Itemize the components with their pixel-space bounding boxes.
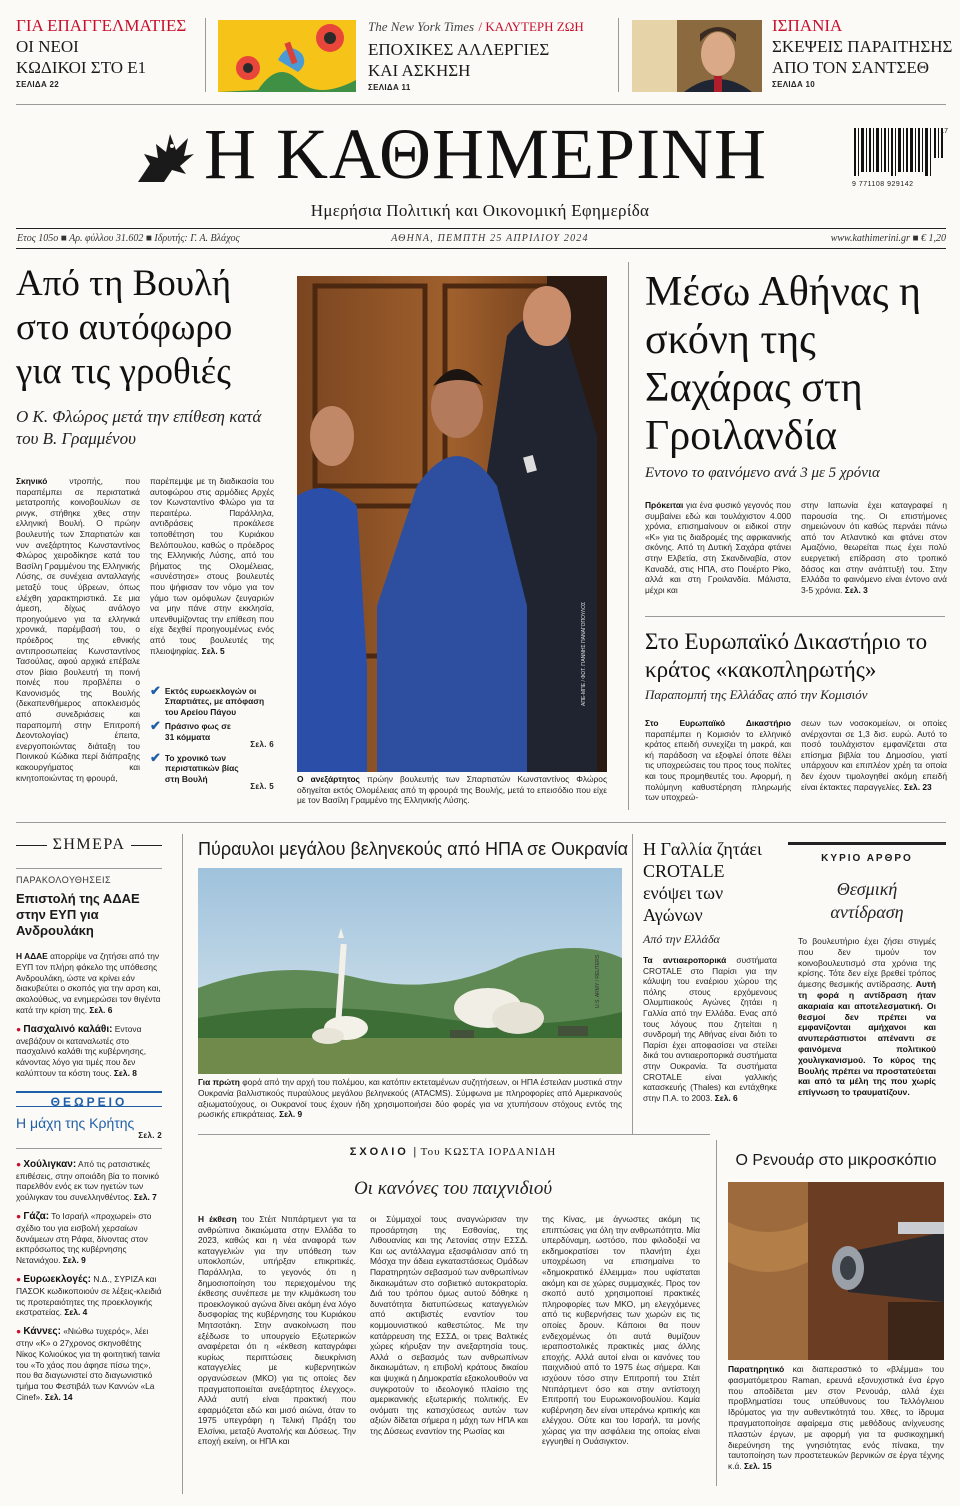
lead-photo bbox=[297, 276, 607, 772]
bullet-item[interactable]: ✔ Πράσινο φως σε 31 κόμματα bbox=[150, 718, 231, 742]
barcode-number: 9 771108 929142 bbox=[852, 181, 914, 188]
masthead-logo bbox=[130, 124, 200, 186]
bullet-dot-icon: ● bbox=[16, 1326, 22, 1337]
teaser-page: ΣΕΛΙΔΑ 22 bbox=[16, 80, 60, 89]
teaser-photo-sanchez bbox=[632, 20, 762, 92]
lead-deck: Ο Κ. Φλώρος μετά την επίθεση κατά του Β. Γραμμένου bbox=[16, 407, 262, 448]
microscope-photo bbox=[728, 1182, 944, 1360]
checkmark-icon: ✔ bbox=[150, 750, 161, 766]
editorial-box[interactable] bbox=[788, 842, 946, 1122]
editorial-headline: Θεσμική αντίδραση bbox=[830, 879, 904, 922]
comment-label: ΣΧΟΛΙΟ bbox=[349, 1146, 409, 1158]
barcode bbox=[852, 128, 948, 190]
teaser-professionals[interactable] bbox=[16, 16, 196, 94]
comment-kicker: ΣΧΟΛΙΟ | Του ΚΩΣΤΑ ΙΟΡΔΑΝΙΔΗ bbox=[349, 1146, 557, 1158]
bullet-item[interactable]: ✔ Το χρονικό των περιστατικών βίας στη Βουλή bbox=[150, 750, 239, 784]
teaser-illustration bbox=[218, 20, 356, 92]
sidebar-item-hooligans[interactable]: ● Χούλιγκαν: Από τις ρατσιστικές επιθέσεις, στην οποιάδη βία το ποινικό παρελθόν ενός εκ των ηγετών των χούλιγκαν του συνελληνθέντος. Σελ. 7 bbox=[16, 1158, 160, 1203]
issue-meta: Ετος 105ο ■ Αρ. φύλλου 31.602 ■ Ιδρυτής: Γ. Α. Βλάχος bbox=[17, 233, 240, 244]
watch-body: Η ΑΔΑΕ απορρίψε να ζητήσει από την ΕΥΠ τον πλήρη φάκελο της υπόθεσης Ανδρουλάκη, ώστε να κρίνει εάν διακυβεύτει ο σκοπός για την αρση και, ακολούθως, να ενημερώσει τον θιγέντα κατά την κρίση της. Σελ. 6 bbox=[16, 951, 161, 1015]
checkmark-icon: ✔ bbox=[150, 718, 161, 734]
lead-bullets: ✔ Εκτός ευρωεκλογών οι Σπαρτιάτες, με απόφαση του Αρείου Πάγου ✔ Πράσινο φως σε 31 κόμματα Σελ. 6 ✔ Το χρονικό των περιστατικών βίας στη Βουλή Σελ. 5 bbox=[150, 683, 274, 792]
bullet-dot-icon: ● bbox=[16, 1210, 22, 1221]
crotale-headline: Η Γαλλία ζητάει CROTALE ενόψει των Αγώνων bbox=[643, 839, 762, 925]
teaser-kicker: ΙΣΠΑΝΙΑ bbox=[772, 16, 843, 35]
court-article[interactable] bbox=[645, 628, 945, 712]
photo-credit: U.S. ARMY / REUTERS bbox=[594, 954, 601, 1008]
teaser-spain[interactable] bbox=[772, 16, 952, 94]
missiles-headline[interactable]: Πύραυλοι μεγάλου βεληνεκούς από ΗΠΑ σε Ουκρανία bbox=[198, 839, 629, 859]
issue-date: ΑΘΗΝΑ, ΠΕΜΠΤΗ 25 ΑΠΡΙΛΙΟΥ 2024 bbox=[391, 233, 589, 244]
photo-credit: ΑΠΕ-ΜΠΕ / ΦΩΤ. ΓΙΑΝΝΗΣ ΠΑΝΑΓΟΠΟΥΛΟΣ bbox=[580, 601, 587, 706]
lead-photo-caption: Ο ανεξάρτητος πρώην βουλευτής των Σπαρτιατών Κωνσταντίνος Φλώρος οδηγείται εκτός Ολομέλειας από τη φρουρά της Βουλής, μετά το επεισόδιο που είχε με τον Βασίλη Γραμμένο της Ελληνικής Λύσης. bbox=[297, 774, 607, 806]
allergies-illustration bbox=[218, 20, 356, 92]
theorio-label: ΘΕΩΡΕΙΟ bbox=[50, 1094, 128, 1109]
lead-column-2: παρέπεμψε με τη διαδικασία του αυτοφώρου στις αρμόδιες Αρχές τον Κωνσταντίνο Φλώρο για τα περαιτέρω. Παράλληλα, αντιδράσεις προκάλεσε τοποθέτηση του Κυριάκου Βελόπουλου, καθώς ο πρόεδρος της Ελληνικής Λύσης, από του βήματος της Ολομέλειας, «συνέστησε» στους βουλευτές που ψήφισαν τον νόμο για τον γάμο των ομόφυλων ζευγαριών να μην πάνε στην εκκλησία, υπενθυμίζοντας την επίθεση που είχε δεχθεί προηγουμένως ενός από τους βουλευτές της πλειοψηφίας. Σελ. 5 bbox=[150, 476, 274, 656]
watch-headline[interactable]: Επιστολή της ΑΔΑΕ στην ΕΥΠ για Ανδρουλάκη bbox=[16, 891, 140, 938]
masthead-subtitle: Ημερήσια Πολιτική και Οικονομική Εφημερίδα bbox=[310, 201, 650, 220]
phoenix-logo-icon bbox=[130, 124, 200, 186]
teaser-kicker: / ΚΑΛΥΤΕΡΗ ΖΩΗ bbox=[478, 19, 584, 34]
barcode-icon bbox=[852, 128, 948, 178]
crotale-deck: Από την Ελλάδα bbox=[643, 932, 720, 946]
theorio-headline[interactable]: Η μάχη της Κρήτης bbox=[16, 1114, 135, 1131]
sidebar-item-euro-elections[interactable]: ● Ευρωεκλογές: Ν.Δ., ΣΥΡΙΖΑ και ΠΑΣΟΚ κωδικοποιούν σε λέξεις-κλειδιά τις προτεραιότητες της προεκλογικής εκστρατείας. Σελ. 4 bbox=[16, 1273, 162, 1318]
missiles-photo bbox=[198, 868, 622, 1074]
crotale-body: Τα αντιαεροπορικά συστήματα CROTALE στο Παρίσι για την κάλυψη του εναέριου χώρου της πόλης στους ερχόμενους Ολυμπιακούς Αγώνες ζητάει η Γαλλία από την Ελλάδα. Ενας από τους λόγους που ζητείται η συνδρομή της Αθήνας είναι διότι το Παρίσι έχει αποφασίσει να στείλει δικά του αντιαεροπορικά συστήματα στην Ουκρανία. Τα συστήματα CROTALE είναι γαλλικής κατασκευής (Thales) και εντάχθηκε στην Π.Α. το 2003. Σελ. 6 bbox=[643, 955, 777, 1103]
teaser-title: ΣΚΕΨΕΙΣ ΠΑΡΑΙΤΗΣΗΣ bbox=[772, 37, 953, 56]
missile-launch-photo bbox=[198, 868, 622, 1074]
parliament-photo bbox=[297, 276, 607, 772]
sidebar-title: ΣΗΜΕΡΑ bbox=[52, 836, 126, 853]
court-column-1: Στο Ευρωπαϊκό Δικαστήριο παραπέμπει η Κομισιόν το ελληνικό κράτος επειδή συνεχίζει τη μακρά, και κή παράδοση να εξοφλεί όποτε θέλει τις υποχρεώσεις του προς τους πολίτες και τους προμηθευτές του. Αφορμή, η πολύμηνη καθυστέρηση πληρωμής των υποχρεώ- bbox=[645, 718, 791, 803]
editorial-body: Το βουλευτήριο έχει ζήσει στιγμές που δεν τιμούν τον κοινοβουλευτισμό στα χρόνια της κρίσης. Τότε δεν είχε βρεθεί τρόπος άμεσης θεσμικής αντίδρασης. Αυτή τη φορά η αντίδραση ήταν ακαριαία και αποτελεσματική. Οι θεσμοί δεν πρέπει να εμφανίζονται αμήχανοι και ανυπεράσπιστοι απέναντι σε φαινόμενα πολιτικού χουλιγκανισμού. Το κύρος της Βουλής πρέπει να προστατεύεται και από τα μέλη της που χωρίς επίγνωση το τραυματίζουν. bbox=[798, 936, 936, 1098]
sidebar-today: ΣΗΜΕΡΑ ΠΑΡΑΚΟΛΟΥΘΗΣΕΙΣ Επιστολή της ΑΔΑΕ στην ΕΥΠ για Ανδρουλάκη Η ΑΔΑΕ απορρίψε να ζητήσει από την ΕΥΠ τον πλήρη φάκελο της υπόθεσης Ανδρουλάκη, ώστε να κρίνει εάν διακυβεύτει ο σκοπός για την αρση και, ακολούθως, να ενημερώσει τον θιγέντα κατά την κρίση της. Σελ. 6 ● Πασχαλινό καλάθι: Εντονα ανεβάζουν οι καταναλωτές στο πασχαλινό καλάθι της κυβέρνησης, κάνοντας λόγο για τιμές που δεν καλύπτουν τα κόστη τους. Σελ. 8 ΘΕΩΡΕΙΟ Η μάχη της Κρήτης Σελ. 2 ● Χούλιγκαν: Από τις ρατσιστικές επιθέσεις, στην οποιάδη βία το ποινικό παρελθόν ενός εκ των ηγετών των χούλιγκαν του συνελληνθέντος. Σελ. 7 ● Γάζα: Το Ισραήλ «προχωρεί» στο σχέδιο του για εισβολή χερσαίων δυνάμεων στη Ράφα, δίνοντας στον εκπρόσωπος της κυβέρνησης Νετανιάχου. Σελ. 9 ● Ευρωεκλογές: Ν.Δ., ΣΥΡΙΖΑ και ΠΑΣΟΚ κωδικοποιούν σε λέξεις-κλειδιά τις προτεραιότητες της προεκλογικής εκστρατείας. Σελ. 4 ● Κάννες: «Νιώθω τυχερός», λέει στην «Κ» ο 27χρονος σκηνοθέτης Νίκος Κολιούκος για τη φοιτητική ταινία του «Το χάος που άφησε πίσω της», που θα διαγωνιστεί στο διαγωνιστικό τμήμα του Φεστιβάλ των Καννών «La Cinef». Σελ. 14 bbox=[16, 836, 162, 1402]
teaser-title: ΚΩΔΙΚΟΙ ΣΤΟ Ε1 bbox=[16, 58, 147, 77]
lead-column-1: Σκηνικό ντροπής, που παραπέμπει σε περιστατικά μετατροπής κοινοβουλίων σε ρινγκ, στήθηκε χθες στην ελληνική Βουλή. Ο πρώην βουλευτής των Σπαρτιατών και νυν ανεξάρτητος Κωνσταντίνος Φλώρος χειροδίκησε κατά του Βασίλη Γραμμένου της Ελληνικής Λύσης, σε συνέχεια ανταλλαγής μεταξύ τους ύβρεων, όπως ελέχθη χαρακτηριστικά. Σε μια άμεση, δίχως ανάλογο προηγούμενο για τα ελληνικά χρονικά, παρέμβασή του, ο πρόεδρος της εθνικής αντιπροσωπείας Κωνσταντίνος Τασούλας, αφού αρχικά επέβαλε στον βίαιο βουλευτή τη ποινή ποινές που προβλέπει ο Κανονισμός της Βουλής (δεκαπενθήμερος αποκλεισμός από συνεδριάσεις και παραπομπή στην Επιτροπή Δεοντολογίας) έπειτα, ενεργοποιώντας διάταξη του Ποινικού Κώδικα περί διάπραξης κακουργήματος και κινητοποιώντας τη φρουρά, bbox=[16, 476, 140, 783]
court-column-2: σεων των νοσοκομείων, οι οποίες ανέρχονται σε 1,3 δισ. ευρώ. Αυτό το ποσό τουλάχιστον εμφανίζεται στα επίσημα βιβλία του Δημοσίου, γιατί υπάρχουν και επιπλέον χρέη τα οποία δεν έχουν τιμολογηθεί ακόμη επειδή είναι έκτακτες παραγγελίες. Σελ. 23 bbox=[801, 718, 947, 792]
sahara-column-2: στην Ιαπωνία έχει καταγραφεί η παρουσία της. Οι επιστήμονες σημειώνουν ότι καθώς περνάει πάνω από τον Ατλαντικό και φτάνει στον Αμαζόνιο, θεωρείται πως έχει πολύ ευεργετική επίδραση στο τροπικό δάσος και στην ανάπτυξή του. Στην Ελλάδα το φαινόμενο είναι έντονο ανά 3-5 χρόνια. Σελ. 3 bbox=[801, 500, 947, 595]
nyt-logo: The New York Times bbox=[368, 19, 475, 34]
renoir-caption: Παρατηρητικό και διαπεραστικό το «βλέμμα» του φασματόμετρου Raman, ερευνά εξονυχιστικά ένα έργο που αποδίδεται μεν στον Ρενουάρ, αλλά έχει προβληματίσει τους υπεύθυνους του Τελλόγλειου Ιδρύματος για την αυθεντικότητά του. Χθες, το ίδρυμα πραγματοποίησε αφαίρεμα στις μεθόδους ανίχνευσης πλαστών έργων, με αφορμή για τα φυσικοχημική διερεύνηση της γνησιότητας ενός πίνακα, την ταυτοποίηση των προστετευκών βερνικών σε έργα τέχνης κ.ά. Σελ. 15 bbox=[728, 1364, 944, 1472]
court-deck: Παραπομπή της Ελλάδας από την Κομισιόν bbox=[645, 687, 868, 702]
website-price: www.kathimerini.gr ■ € 1,20 bbox=[830, 233, 946, 244]
teaser-title: ΑΠΟ ΤΟΝ ΣΑΝΤΣΕΘ bbox=[772, 58, 930, 77]
comment-headline[interactable]: Οι κανόνες του παιχνιδιού bbox=[353, 1178, 553, 1199]
renoir-photo bbox=[728, 1182, 944, 1360]
sidebar-item-cannes[interactable]: ● Κάννες: «Νιώθω τυχερός», λέει στην «Κ» ο 27χρονος σκηνοθέτης Νίκος Κολιούκος για τη φοιτητική ταινία του «Το χάος που άφησε πίσω της», που θα διαγωνιστεί στο διαγωνιστικό τμήμα του Φεστιβάλ των Καννών «La Cinef». Σελ. 14 bbox=[16, 1326, 160, 1402]
comment-column-3: της Κίνας, με άγνωστες ακόμη τις επιπτώσεις για όλη την ανθρωπότητα. Μία υπερδύναμη, ωστόσο, που φιλοδοξεί να εκδημοκρατίσει τον πλανήτη έχει υποχρέωση να επισημαίνει το «δημοκρατικό έλλειμμα» που υφίσταται ακόμη και σε χώρες συμμαχικές. Προς τον σκοπό αυτό χρησιμοποιεί πρακτικές πληροφορίες των ΜΚΟ, μη ελεγχόμενες από τις κυβερνήσεις των χωρών εις τις οποίες δρουν. Κάποιοι θα πουν ενδεχομένως ότι αυτά θυμίζουν ιεραποστολικές πρακτικές μιας άλλης εποχής. Αλλά αυτοί είναι οι κανόνες του παιχνιδιού από το 1975 έως σήμερα. Και ισχύουν τόσο στην Επιτροπή του Στέιτ Ντιπάρτμεντ όσο και στην αντίστοιχη Επιτροπή του Ευρωκοινοβουλίου. Καμία κυβέρνηση δεν είναι υπεράνω κριτικής και ελέγχου. Ούτε και του Ισραήλ, τα μονής χώρας για την ασφάλεια της οποίας είναι εγγυηθεί η Ουάσιγκτον. bbox=[542, 1214, 700, 1447]
section-label: ΠΑΡΑΚΟΛΟΥΘΗΣΕΙΣ bbox=[16, 875, 112, 885]
sidebar-item-gaza[interactable]: ● Γάζα: Το Ισραήλ «προχωρεί» στο σχέδιο του για εισβολή χερσαίων δυνάμεων στη Ράφα, δίνοντας στον εκπρόσωπος της κυβέρνησης Νετανιάχου. Σελ. 9 bbox=[16, 1210, 152, 1266]
teaser-page: ΣΕΛΙΔΑ 11 bbox=[368, 83, 411, 92]
crotale-article[interactable] bbox=[643, 838, 781, 1103]
checkmark-icon: ✔ bbox=[150, 683, 161, 698]
sahara-deck: Εντονο το φαινόμενο ανά 3 με 5 χρόνια bbox=[645, 465, 880, 481]
bullet-dot-icon: ● bbox=[16, 1158, 22, 1169]
bullet-dot-icon: ● bbox=[16, 1023, 22, 1034]
missiles-caption: Για πρώτη φορά από την αρχή του πολέμου, και κατόπιν εκτεταμένων συζητήσεων, οι ΗΠΑ έστειλαν μυστικά στην Ουκρανία βαλλιστικούς πυραύλους μεγάλου βεληνεκούς (ATACMS). Σύμφωνα με πληροφορίες από Αμερικανούς αξιωματούχους, οι Ουκρανοί τους έχουν ήδη χρησιμοποιήσει δύο φορές για να χτυπήσουν στόχους εντός της ρωσικής επικράτειας. Σελ. 9 bbox=[198, 1077, 623, 1120]
teaser-title: ΟΙ ΝΕΟΙ bbox=[16, 37, 79, 56]
court-headline: Στο Ευρωπαϊκό Δικαστήριο το κράτος «κακοπληρωτής» bbox=[645, 629, 928, 682]
sidebar-item-easter-basket[interactable]: ● Πασχαλινό καλάθι: Εντονα ανεβάζουν οι καταναλωτές στο πασχαλινό καλάθι της κυβέρνησης, κάνοντας λόγο για τιμές που δεν καλύπτουν τα κόστη τους. Σελ. 8 bbox=[16, 1023, 147, 1078]
comment-author: Του ΚΩΣΤΑ ΙΟΡΔΑΝΙΔΗ bbox=[420, 1146, 557, 1158]
teaser-title: ΚΑΙ ΑΣΚΗΣΗ bbox=[368, 61, 471, 80]
editorial-label: ΚΥΡΙΟ ΑΡΘΡΟ bbox=[821, 853, 913, 864]
lead-lead-in: Σκηνικό bbox=[16, 476, 48, 486]
bullet-dot-icon: ● bbox=[16, 1273, 22, 1284]
lead-headline: Από τη Βουλή στο αυτόφωρο για τις γροθιές bbox=[16, 263, 233, 392]
bullet-item[interactable]: ✔ Εκτός ευρωεκλογών οι Σπαρτιάτες, με απόφαση του Αρείου Πάγου bbox=[150, 683, 265, 717]
sahara-article[interactable] bbox=[645, 268, 945, 492]
teaser-nyt[interactable] bbox=[368, 18, 608, 96]
portrait-photo bbox=[632, 20, 762, 92]
teaser-title: ΕΠΟΧΙΚΕΣ ΑΛΛΕΡΓΙΕΣ bbox=[368, 40, 550, 59]
sahara-headline: Μέσω Αθήνας η σκόνη της Σαχάρας στη Γροιλανδία bbox=[645, 269, 921, 459]
comment-column-1: Η έκθεση του Στέιτ Ντιπάρτμεντ για τα ανθρώπινα δικαιώματα στην Ελλάδα το 2023, καθώς και η νέα αναφορά των καταγγελιών για την υπόθεση των υποκλοπών, υπήρξαν επικριτικές. Παράλληλα, το γεγονός ότι η δημοσιοποίηση του περιεχομένου της έκθεσης συνέπεσε με την κλιμάκωση του προεκλογικού αγώνα δίνει ακόμη ένα λόγο δυσφορίας της κυβέρνησης του Κυριάκου Μητσοτάκη. Στην ανακοίνωση που εξέδωσε το υπουργείο Εξωτερικών αναφέρεται ότι η «έκθεση καταγράφει κυρίως περιπτώσεις διευκρίνιση καταγγελίες με κυβερνητικών οργανώσεων (ΜΚΟ) για τις οποίες δεν πραγματοποιείται ανεξάρτητος έλεγχος». Αλλά αυτή είναι πρακτική που εφαρμόζεται εδώ και μισό αιώνα, όταν το 1975 υπεγράφη η Τελική Πράξη του Ελσίνκι, μεταξύ Ανατολής και Δύσεως. Την εποχή εκείνη, οι ΗΠΑ και bbox=[198, 1214, 356, 1447]
masthead-title: Η ΚΑΘΗΜΕΡΙΝΗ bbox=[204, 114, 768, 194]
teaser-kicker: ΓΙΑ ΕΠΑΓΓΕΛΜΑΤΙΕΣ bbox=[16, 16, 187, 35]
sahara-column-1: Πρόκειται για ένα φυσικό γεγονός που συμβαίνει εδώ και τουλάχιστον 4.000 χρόνια, επισημαίνουν οι ειδικοί στην «Κ» για τις διαδρομές της αφρικανικής σκόνης. Από τη Δυτική Σαχάρα φτάνει στην Ελβετία, στη Σκανδιναβία, στον Καναδά, στις ΗΠΑ, στο Πουέρτο Ρίκο, αλλά και στη Γροιλανδία. Μάλιστα, μέχρι και bbox=[645, 500, 791, 595]
barcode-issue: 17 bbox=[940, 128, 948, 135]
comment-column-2: οι Σύμμαχοί τους αναγνώρισαν την προσάρτηση της Εσθονίας, της Λιθουανίας και της Λετονίας στην ΕΣΣΔ. Και ως αντάλλαγμα εξασφάλισαν από τη Μόσχα την άδεια εγκαταστάσεως Ομάδων Παρατηρητών σεβασμού των ανθρωπίνων δικαιωμάτων στο σοβιετικό αυτοκρατορία. Διά του τρόπου όμως αυτού δόθηκε η δυνατότητα διατυπώσεως καταγγελιών από ακτιβιστές εναντίον του κομμουνιστικού καθεστώτος. Με την κατάρρευση της ΕΣΣΔ, οι τρεις Βαλτικές χώρες κήρυξαν την ανεξαρτησία τους. Αλλά ο σεβασμός των ανθρωπίνων δικαιωμάτων, η επιβολή κράτους δικαίου και ψυχικά η Δημοκρατία εξακολουθούν να συγκροτούν το ιδεολογικό πλαίσιο της αμερικανικής εξωτερικής πολιτικής. Εν ονόματι της κατισχύσεως αυτών των αξιών δίδεται σήμερα η μάχη των ΗΠΑ και της Δύσεως εναντίον της Ρωσίας και bbox=[370, 1214, 528, 1436]
renoir-headline[interactable]: Ο Ρενουάρ στο μικροσκόπιο bbox=[735, 1152, 937, 1169]
teaser-page: ΣΕΛΙΔΑ 10 bbox=[772, 80, 816, 89]
